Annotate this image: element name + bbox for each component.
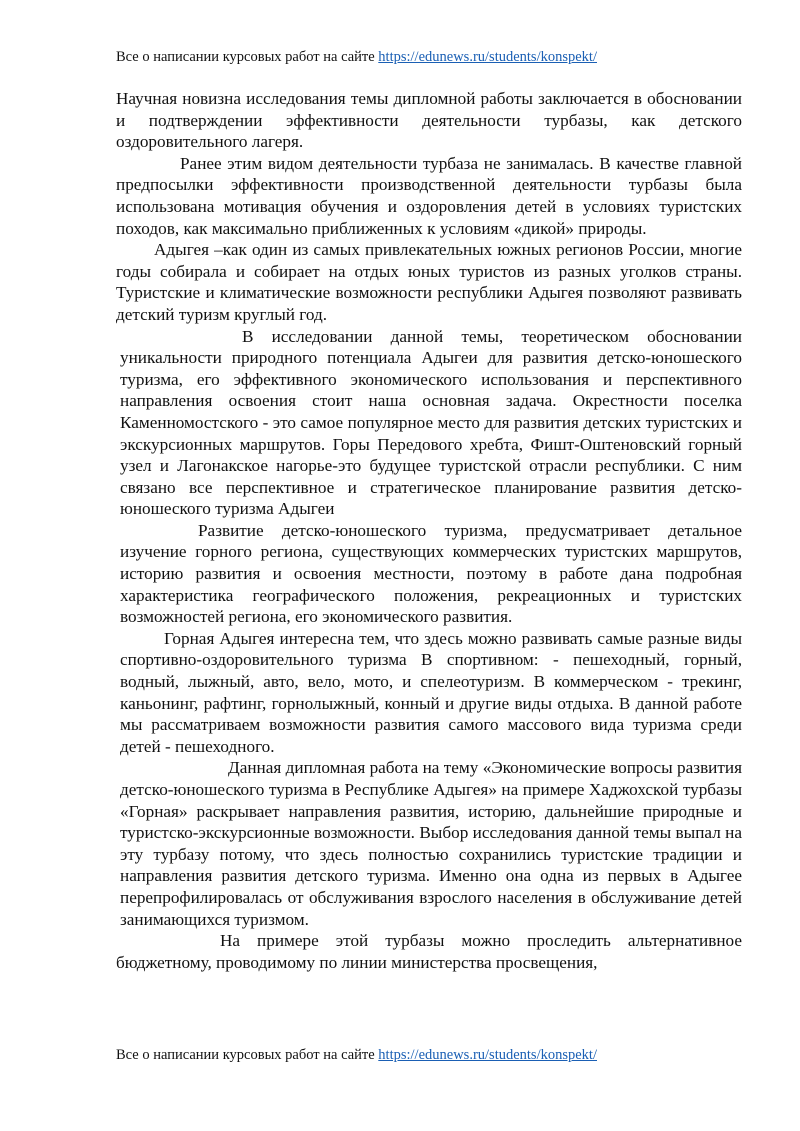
paragraph-research-task: В исследовании данной темы, теоретическом обосновании уникальности природного потенциала Адыгеи для развития детско-юношеского туризма, его эффективного экономического использования и перспективного направления освоения стоит наша основная задача. Окрестности поселка Каменномостского - это самое популярное место для развития детских туристских и экскурсионных маршрутов. Горы Передового хребта, Фишт-Оштеновский горный узел и Лагонакское нагорье-это будущее туристской отрасли республики. С ним связано все перспективное и стратегическое планирование развития детско-юношеского туризма Адыгеи bbox=[120, 326, 742, 519]
paragraph-adygea: Адыгея –как один из самых привлекательных южных регионов России, многие годы собирала и собирает на отдых юных туристов из разных уголков страны. Туристские и климатические возможности республики Адыгея позволяют развивать детский туризм круглый год. bbox=[116, 240, 742, 324]
paragraph-mountain-adygea: Горная Адыгея интересна тем, что здесь можно развивать самые разные виды спортивно-оздоровительного туризма В спортивном: - пешеходный, горный, водный, лыжный, авто, вело, мото, и спелеотуризм. В коммерческом - трекинг, каньонинг, рафтинг, горнолыжный, конный и другие виды отдыха. В данной работе мы рассматриваем возможности развития самого массового вида туризма среди детей - пешеходного. bbox=[120, 628, 742, 756]
paragraph-motivation: Ранее этим видом деятельности турбаза не занималась. В качестве главной предпосылки эффективности производственной деятельности турбазы была использована мотивация обучения и оздоровления детей в условиях туристских походов, как максимально приближенных к условиям «дикой» природы. bbox=[116, 153, 742, 238]
document-body bbox=[116, 88, 742, 973]
header-text: Все о написании курсовых работ на сайте bbox=[116, 49, 379, 65]
page-header bbox=[116, 48, 597, 66]
footer-link[interactable]: https://edunews.ru/students/konspekt/ bbox=[378, 1047, 597, 1063]
paragraph-thesis-topic: Данная дипломная работа на тему «Экономические вопросы развития детско-юношеского туризма в Республике Адыгея» на примере Хаджохской турбазы «Горная» раскрывает направления развития, историю, дальнейшие природные и туристско-экскурсионные возможности. Выбор исследования данной темы выпал на эту турбазу потому, что здесь полностью сохранились туристские традиции и направления развития детского туризма. Именно она одна из первых в Адыгее перепрофилировалась от обслуживания взрослого населения в обслуживание детей занимающихся туризмом. bbox=[120, 758, 742, 929]
paragraph-novelty: Научная новизна исследования темы дипломной работы заключается в обосновании и подтверждении эффективности деятельности турбазы, как детского оздоровительного лагеря. bbox=[116, 89, 742, 152]
paragraph-example: На примере этой турбазы можно проследить альтернативное бюджетному, проводимому по линии министерства просвещения, bbox=[116, 931, 742, 972]
footer-text: Все о написании курсовых работ на сайте bbox=[116, 1047, 379, 1063]
page-footer bbox=[116, 1046, 597, 1064]
paragraph-development: Развитие детско-юношеского туризма, предусматривает детальное изучение горного региона, существующих коммерческих туристских маршрутов, историю развития и освоения местности, поэтому в работе дана подробная характеристика географического положения, рекреационных и туристских возможностей региона, его экономического развития. bbox=[120, 520, 742, 627]
header-link[interactable]: https://edunews.ru/students/konspekt/ bbox=[378, 49, 597, 65]
